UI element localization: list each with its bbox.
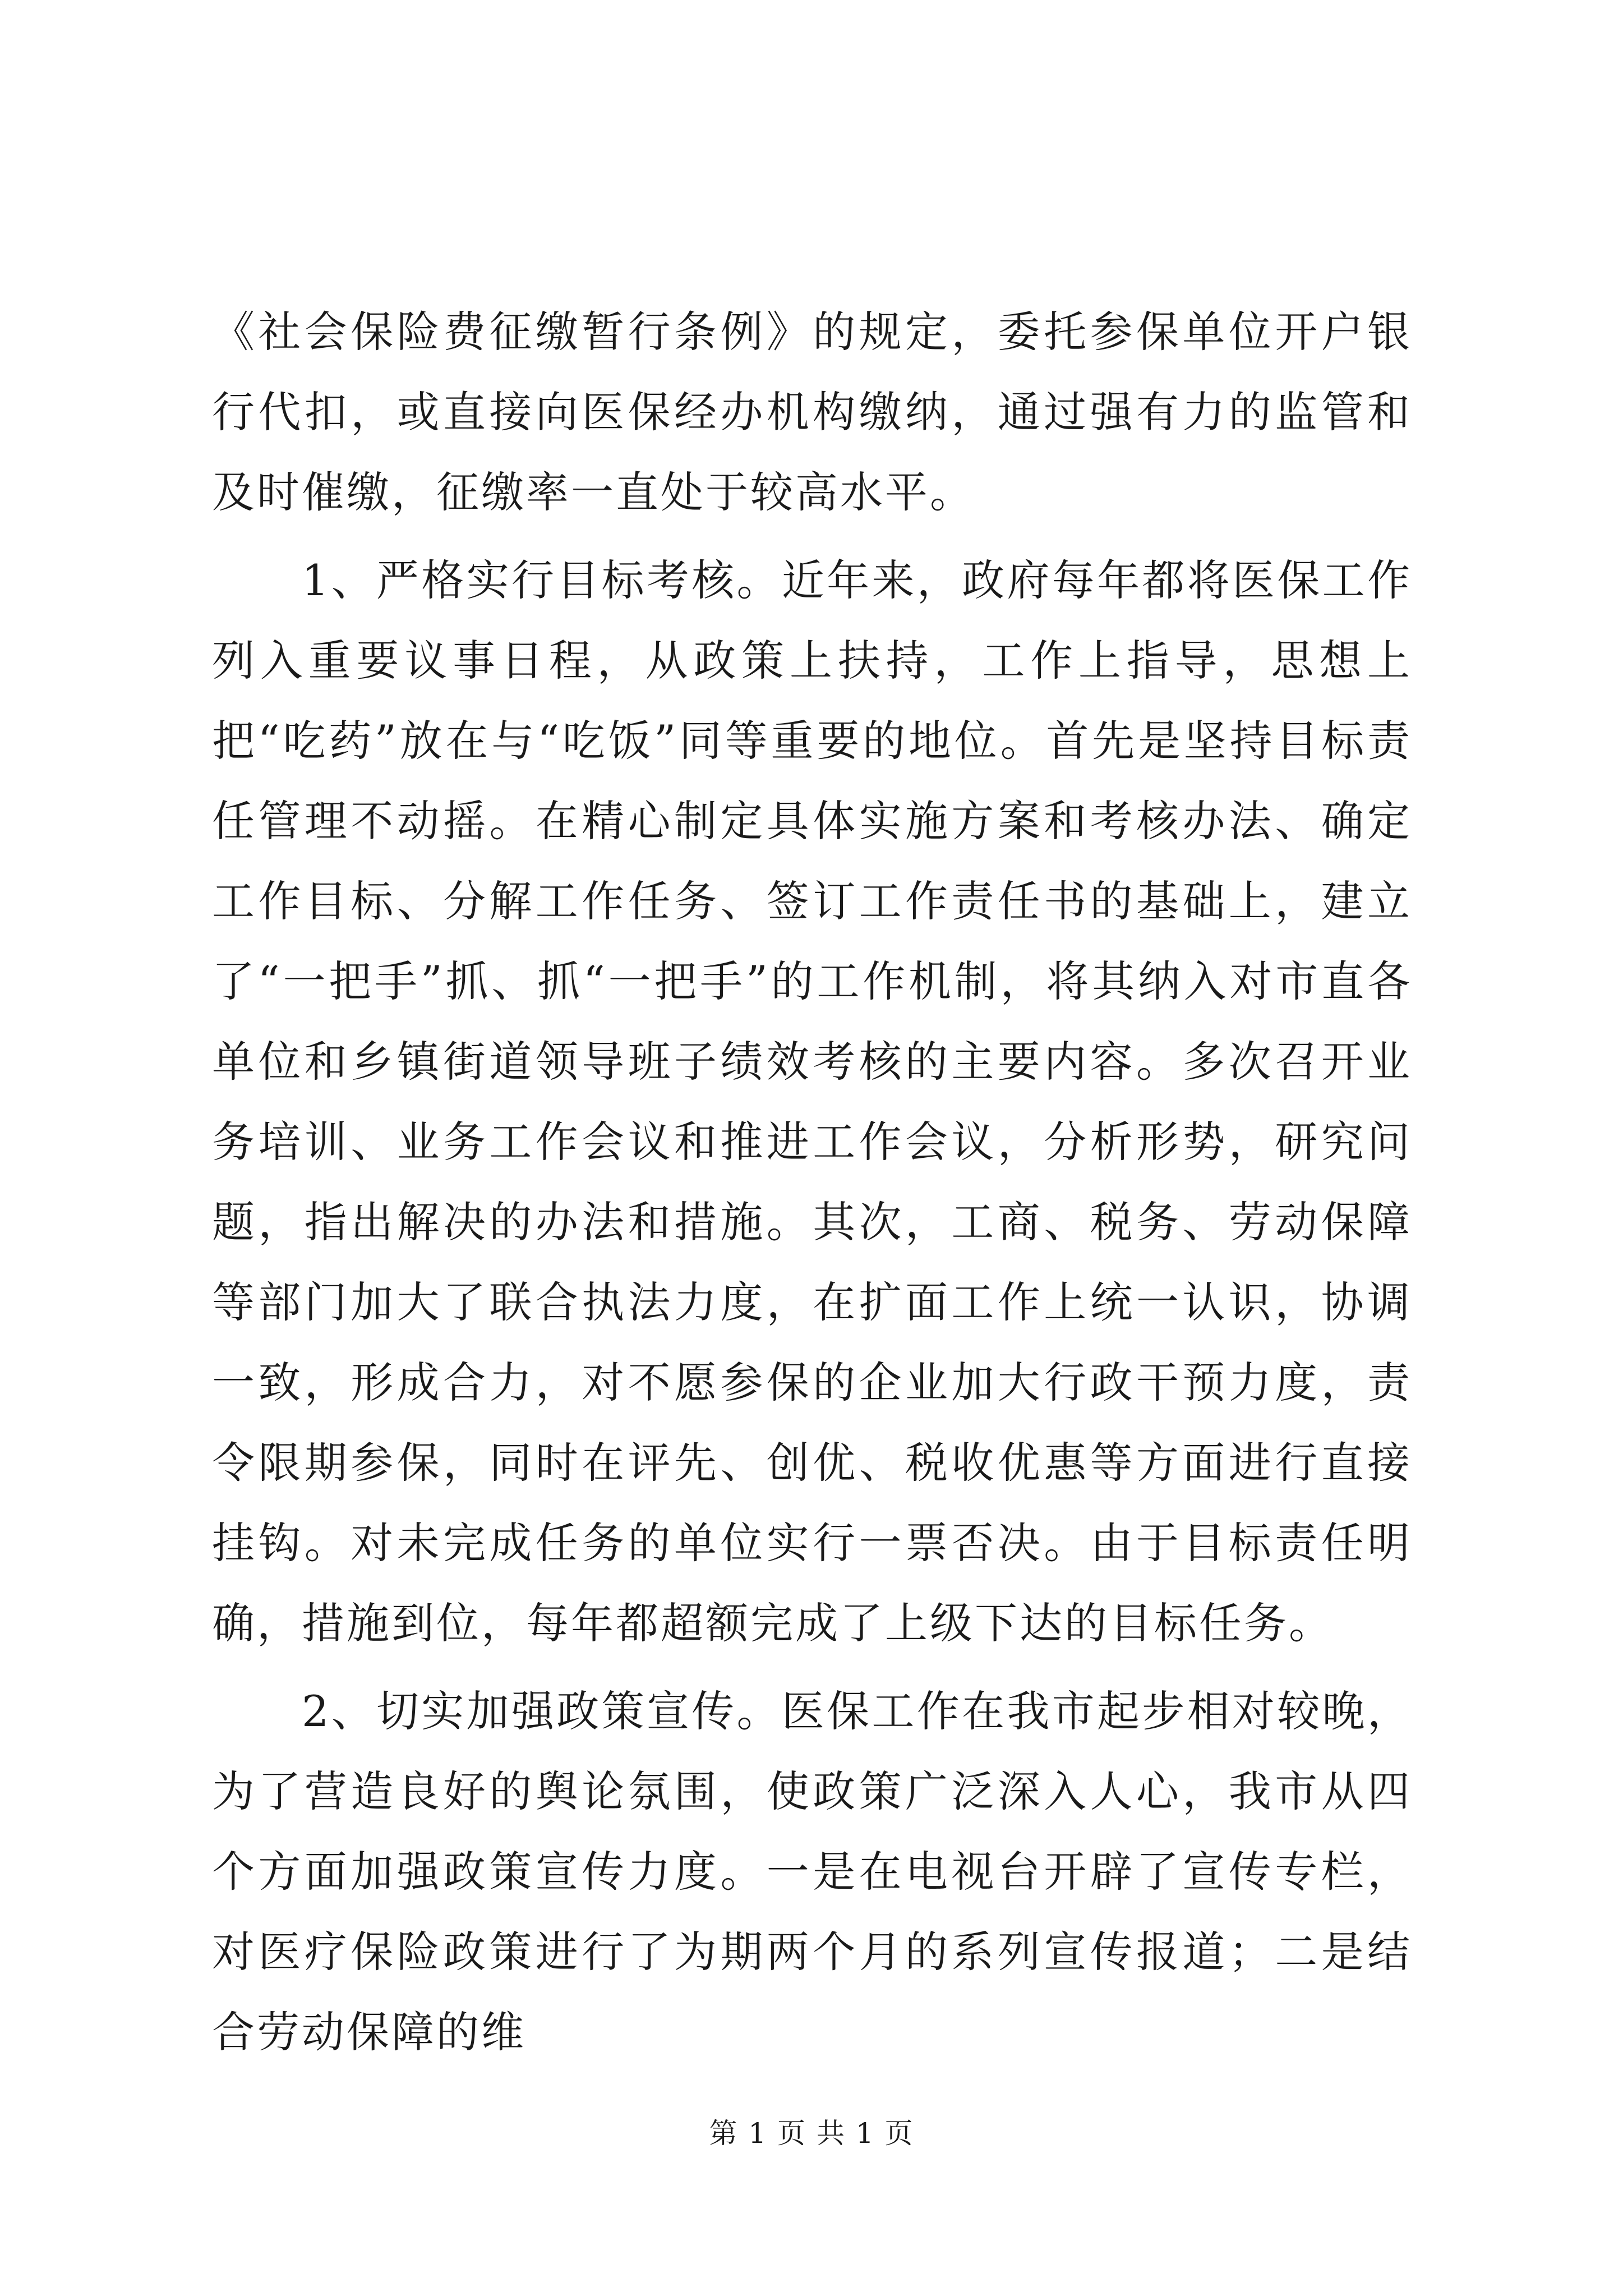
paragraph-2: 1、严格实行目标考核。近年来，政府每年都将医保工作列入重要议事日程，从政策上扶持，工作上指导，思想上把“吃药”放在与“吃饭”同等重要的地位。首先是坚持目标责任管理不动摇。在精心制定具体实施方案和考核办法、确定工作目标、分解工作任务、签订工作责任书的基础上，建立了“一把手”抓、抓“一把手”的工作机制，将其纳入对市直各单位和乡镇街道领导班子绩效考核的主要内容。多次召开业务培训、业务工作会议和推进工作会议，分析形势，研究问题，指出解决的办法和措施。其次，工商、税务、劳动保障等部门加大了联合执法力度，在扩面工作上统一认识，协调一致，形成合力，对不愿参保的企业加大行政干预力度，责令限期参保，同时在评先、创优、税收优惠等方面进行直接挂钩。对未完成任务的单位实行一票否决。由于目标责任明确，措施到位，每年都超额完成了上级下达的目标任务。 — [212, 555, 1412, 1648]
document-body — [212, 292, 1412, 2072]
paragraph-3: 2、切实加强政策宣传。医保工作在我市起步相对较晚，为了营造良好的舆论氛围，使政策广泛深入人心，我市从四个方面加强政策宣传力度。一是在电视台开辟了宣传专栏，对医疗保险政策进行了为期两个月的系列宣传报道；二是结合劳动保障的维 — [212, 1686, 1412, 2057]
paragraph-1: 《社会保险费征缴暂行条例》的规定，委托参保单位开户银行代扣，或直接向医保经办机构缴纳，通过强有力的监管和及时催缴，征缴率一直处于较高水平。 — [212, 307, 1412, 517]
page-footer: 第 1 页 共 1 页 — [709, 2117, 914, 2150]
